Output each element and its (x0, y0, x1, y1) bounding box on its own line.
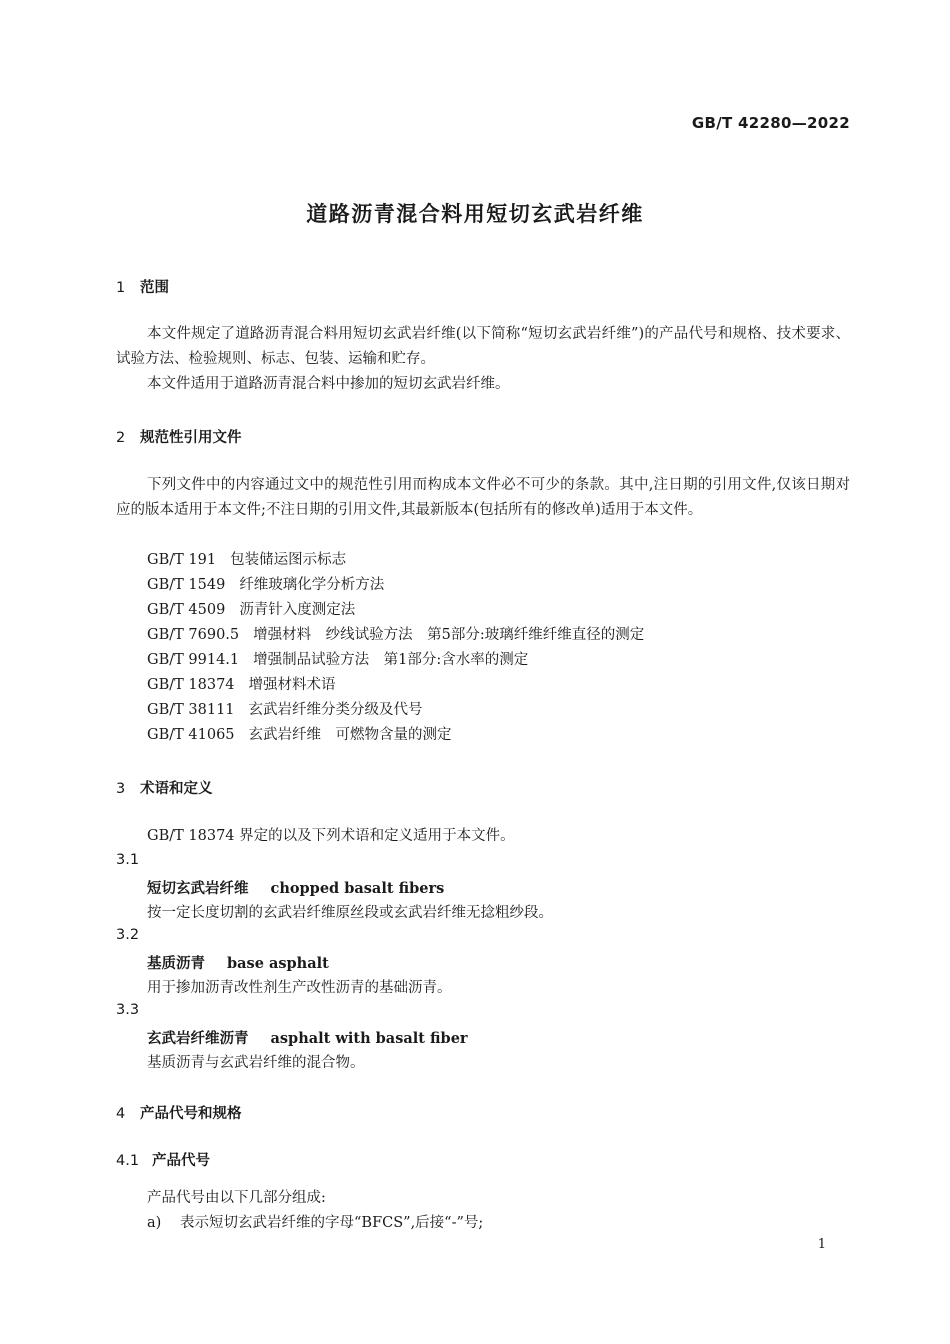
reference-code: GB/T 9914.1 (147, 652, 240, 668)
section-title: 范围 (140, 280, 169, 296)
section-1-paragraph-1: 本文件规定了道路沥青混合料用短切玄武岩纤维(以下简称“短切玄武岩纤维”)的产品代号和规格、技术要求、试验方法、检验规则、标志、包装、运输和贮存。 (116, 326, 850, 367)
list-item-text: 表示短切玄武岩纤维的字母“BFCS”,后接“-”号; (180, 1215, 484, 1231)
reference-name: 包装储运图示标志 (230, 552, 347, 568)
reference-code: GB/T 7690.5 (147, 627, 240, 643)
term-chinese: 短切玄武岩纤维 (147, 881, 249, 897)
section-2-paragraph-1: 下列文件中的内容通过文中的规范性引用而构成本文件必不可少的条款。其中,注日期的引用文件,仅该日期对应的版本适用于本文件;不注日期的引用文件,其最新版本(包括所有的修改单)适用于本文件。 (116, 477, 850, 518)
section-3-intro: GB/T 18374 界定的以及下列术语和定义适用于本文件。 (147, 828, 515, 844)
term-chinese: 基质沥青 (147, 956, 205, 972)
section-number: 4 (116, 1106, 126, 1122)
section-4-heading (116, 1102, 242, 1123)
term-definition: 按一定长度切割的玄武岩纤维原丝段或玄武岩纤维无捻粗纱段。 (147, 905, 553, 921)
section-title: 术语和定义 (140, 781, 213, 797)
subsection-4-1-heading (116, 1149, 210, 1170)
term-english: chopped basalt fibers (270, 880, 445, 897)
section-number: 3 (116, 781, 126, 797)
document-title: 道路沥青混合料用短切玄武岩纤维 (306, 202, 644, 226)
section-1-heading (116, 276, 169, 297)
reference-item (147, 548, 346, 569)
reference-item (147, 698, 423, 719)
term-number: 3.3 (116, 1002, 140, 1018)
reference-code: GB/T 191 (147, 552, 217, 568)
section-1-paragraph-2: 本文件适用于道路沥青混合料中掺加的短切玄武岩纤维。 (147, 376, 510, 392)
reference-name: 增强材料术语 (248, 677, 336, 693)
term-english: asphalt with basalt fiber (270, 1030, 468, 1047)
section-number: 2 (116, 430, 126, 446)
term-heading (147, 877, 444, 898)
section-number: 1 (116, 280, 126, 296)
reference-name: 沥青针入度测定法 (239, 602, 356, 618)
reference-name: 增强制品试验方法 第1部分:含水率的测定 (253, 652, 529, 668)
term-heading (147, 1027, 468, 1048)
reference-item (147, 673, 336, 694)
term-number: 3.2 (116, 927, 140, 943)
reference-name: 玄武岩纤维 可燃物含量的测定 (248, 727, 452, 743)
page-number: 1 (817, 1237, 826, 1252)
reference-code: GB/T 4509 (147, 602, 226, 618)
section-title: 规范性引用文件 (140, 430, 242, 446)
subsection-number: 4.1 (116, 1153, 140, 1169)
reference-name: 玄武岩纤维分类分级及代号 (248, 702, 423, 718)
section-2-heading (116, 426, 242, 447)
term-definition: 用于掺加沥青改性剂生产改性沥青的基础沥青。 (147, 980, 452, 996)
subsection-4-1-intro: 产品代号由以下几部分组成: (147, 1190, 326, 1206)
reference-item (147, 723, 452, 744)
term-heading (147, 952, 329, 973)
term-number: 3.1 (116, 852, 140, 868)
subsection-title: 产品代号 (152, 1153, 210, 1169)
term-english: base asphalt (227, 955, 329, 972)
section-3-heading (116, 777, 213, 798)
term-definition: 基质沥青与玄武岩纤维的混合物。 (147, 1055, 365, 1071)
reference-item (147, 623, 644, 644)
reference-item (147, 648, 528, 669)
reference-name: 纤维玻璃化学分析方法 (239, 577, 385, 593)
reference-code: GB/T 18374 (147, 677, 235, 693)
reference-code: GB/T 1549 (147, 577, 226, 593)
reference-item (147, 573, 384, 594)
list-item-label: a) (147, 1215, 162, 1231)
reference-name: 增强材料 纱线试验方法 第5部分:玻璃纤维纤维直径的测定 (253, 627, 645, 643)
reference-code: GB/T 41065 (147, 727, 235, 743)
list-item-a (147, 1211, 483, 1232)
section-title: 产品代号和规格 (140, 1106, 242, 1122)
reference-item (147, 598, 355, 619)
term-chinese: 玄武岩纤维沥青 (147, 1031, 249, 1047)
standard-code: GB/T 42280—2022 (691, 114, 850, 132)
reference-code: GB/T 38111 (147, 702, 235, 718)
